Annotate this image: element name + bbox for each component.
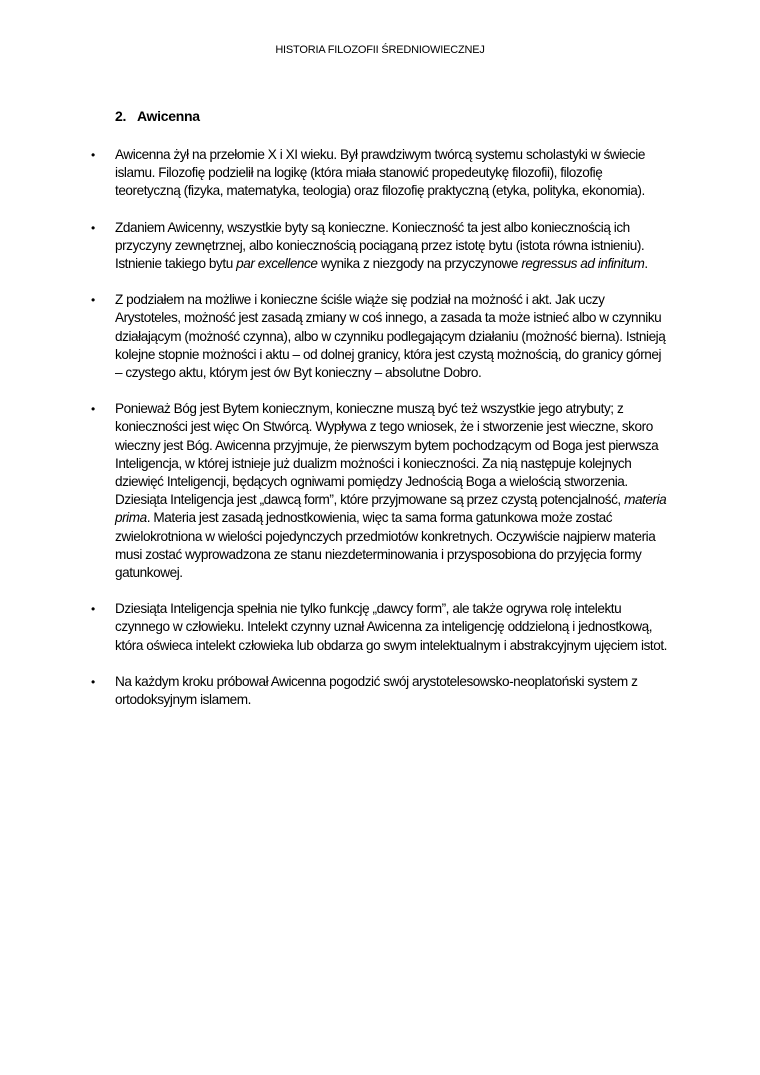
text-run: zwielokrotniona w wielości pojedynczych przedmiotów konkretnych. Oczywiście najpierw materia xyxy=(115,528,656,544)
bullet-marker: • xyxy=(91,293,95,308)
text-run: Istnienie takiego bytu xyxy=(115,256,237,272)
paragraph-line xyxy=(115,637,668,655)
paragraph-line xyxy=(115,219,645,237)
paragraph-line xyxy=(115,418,653,436)
paragraph-line xyxy=(115,255,648,273)
bullet-marker: • xyxy=(91,148,95,162)
bullet-list xyxy=(0,146,760,727)
paragraph-line xyxy=(115,309,662,327)
paragraph-line xyxy=(115,346,662,364)
text-run: teoretyczną (fizyka, matematyka, teologia) oraz filozofię praktyczną (etyka, polityka, ekonomia). xyxy=(115,183,645,199)
text-run: islamu. Filozofię podzielił na logikę (która miała stanowić propedeutykę filozofii), filozofię xyxy=(115,165,603,181)
text-run: – czystego aktu, którym jest ów Byt konieczny – absolutne Dobro. xyxy=(115,365,482,381)
paragraph-line xyxy=(115,437,659,455)
bullet-marker: • xyxy=(91,674,95,689)
section-heading xyxy=(115,108,200,124)
bullet-item xyxy=(91,673,645,709)
text-run: wieczny jest Bóg. Awicenna przyjmuje, że pierwszym bytem pochodzącym od Boga jest pierwsza xyxy=(115,437,659,453)
text-run: Ponieważ Bóg jest Bytem koniecznym, konieczne muszą być też wszystkie jego atrybuty; z xyxy=(115,401,624,417)
paragraph-line xyxy=(115,291,645,309)
text-run: Inteligencja, w której istnieje już dualizm możności i konieczności. Za nią następuje kolejnych xyxy=(115,455,632,471)
text-run: kolejne stopnie możności i aktu – od dolnej granicy, która jest czystą możnością, do granicy górnej xyxy=(115,346,662,362)
text-run: czynnego w człowieku. Intelekt czynny uznał Awicenna za inteligencję oddzieloną i jednostkową, xyxy=(115,619,653,635)
text-run: gatunkowej. xyxy=(115,565,183,581)
text-run: Dziesiąta Inteligencja jest „dawcą form”, które przyjmowane są przez czystą potencjalność, xyxy=(115,492,625,508)
paragraph-line xyxy=(115,328,666,346)
text-run: . xyxy=(644,256,648,272)
paragraph-line xyxy=(115,237,645,255)
text-run: działającym (możność czynna), albo w czynniku podlegającym działaniu (możność bierna). Istnieją xyxy=(115,328,666,344)
text-run: wynika z niezgody na przyczynowe xyxy=(317,256,522,272)
bullet-item xyxy=(91,600,668,655)
paragraph-line xyxy=(115,618,653,636)
paragraph-line xyxy=(115,691,645,709)
paragraph-line xyxy=(115,491,667,509)
bullet-item xyxy=(91,219,648,274)
italic-text: prima xyxy=(115,510,147,526)
text-run: konieczności jest więc On Stwórcą. Wypływa z tego wniosek, że i stworzenie jest wieczne, skoro xyxy=(115,419,653,435)
text-run: przyczyny zewnętrznej, albo koniecznością pociąganą przez istotę bytu (istota równa istnieniu). xyxy=(115,237,645,253)
bullet-marker: • xyxy=(91,402,95,417)
text-run: musi zostać wyprowadzona ze stanu niezdeterminowania i przysposobiona do przyjęcia formy xyxy=(115,546,642,562)
italic-text: materia xyxy=(624,492,667,508)
text-run: Z podziałem na możliwe i konieczne ściśle wiąże się podział na możność i akt. Jak uczy xyxy=(115,292,605,308)
text-run: Awicenna żył na przełomie X i XI wieku. Był prawdziwym twórcą systemu scholastyki w świecie xyxy=(115,147,645,162)
paragraph-line xyxy=(115,364,645,382)
running-header: HISTORIA FILOZOFII ŚREDNIOWIECZNEJ xyxy=(275,44,485,56)
paragraph-line xyxy=(115,146,645,164)
bullet-item xyxy=(91,146,645,201)
bullet-item xyxy=(91,400,667,582)
paragraph-line xyxy=(115,528,656,546)
paragraph-line xyxy=(115,673,645,691)
italic-text: par excellence xyxy=(236,256,318,272)
text-run: Dziesiąta Inteligencja spełnia nie tylko funkcję „dawcy form”, ale także ogrywa rolę intelektu xyxy=(115,601,622,617)
italic-text: regressus ad infinitum xyxy=(521,256,645,272)
text-run: Na każdym kroku próbował Awicenna pogodzić swój arystotelesowsko-neoplatoński system z xyxy=(115,673,638,689)
paragraph-line xyxy=(115,164,645,182)
text-run: ortodoksyjnym islamem. xyxy=(115,692,251,708)
bullet-marker: • xyxy=(91,602,95,617)
text-run: dziewięć Inteligencji, będących ogniwami pomiędzy Jednością Boga a wielością stworzenia. xyxy=(115,474,628,490)
text-run: która oświeca intelekt człowieka lub obdarza go swym intelektualnym i abstrakcyjnym ujęciem istot. xyxy=(115,637,668,653)
paragraph-line xyxy=(115,546,645,564)
paragraph-line xyxy=(115,400,645,418)
paragraph-line xyxy=(115,509,645,527)
text-run: Arystoteles, możność jest zasadą zmiany w coś innego, a zasada ta może istnieć albo w czynniku xyxy=(115,310,662,326)
paragraph-line xyxy=(115,182,645,200)
bullet-item xyxy=(91,291,666,382)
section-number: 2. xyxy=(115,108,127,124)
bullet-marker: • xyxy=(91,220,95,235)
paragraph-line xyxy=(115,600,645,618)
section-title: Awicenna xyxy=(137,108,200,124)
text-run: . Materia jest zasadą jednostkowienia, więc ta sama forma gatunkowa może zostać xyxy=(146,510,613,526)
paragraph-line xyxy=(115,564,645,582)
paragraph-line xyxy=(115,473,645,491)
paragraph-line xyxy=(115,455,645,473)
text-run: Zdaniem Awicenny, wszystkie byty są konieczne. Konieczność ta jest albo koniecznością ich xyxy=(115,219,630,235)
